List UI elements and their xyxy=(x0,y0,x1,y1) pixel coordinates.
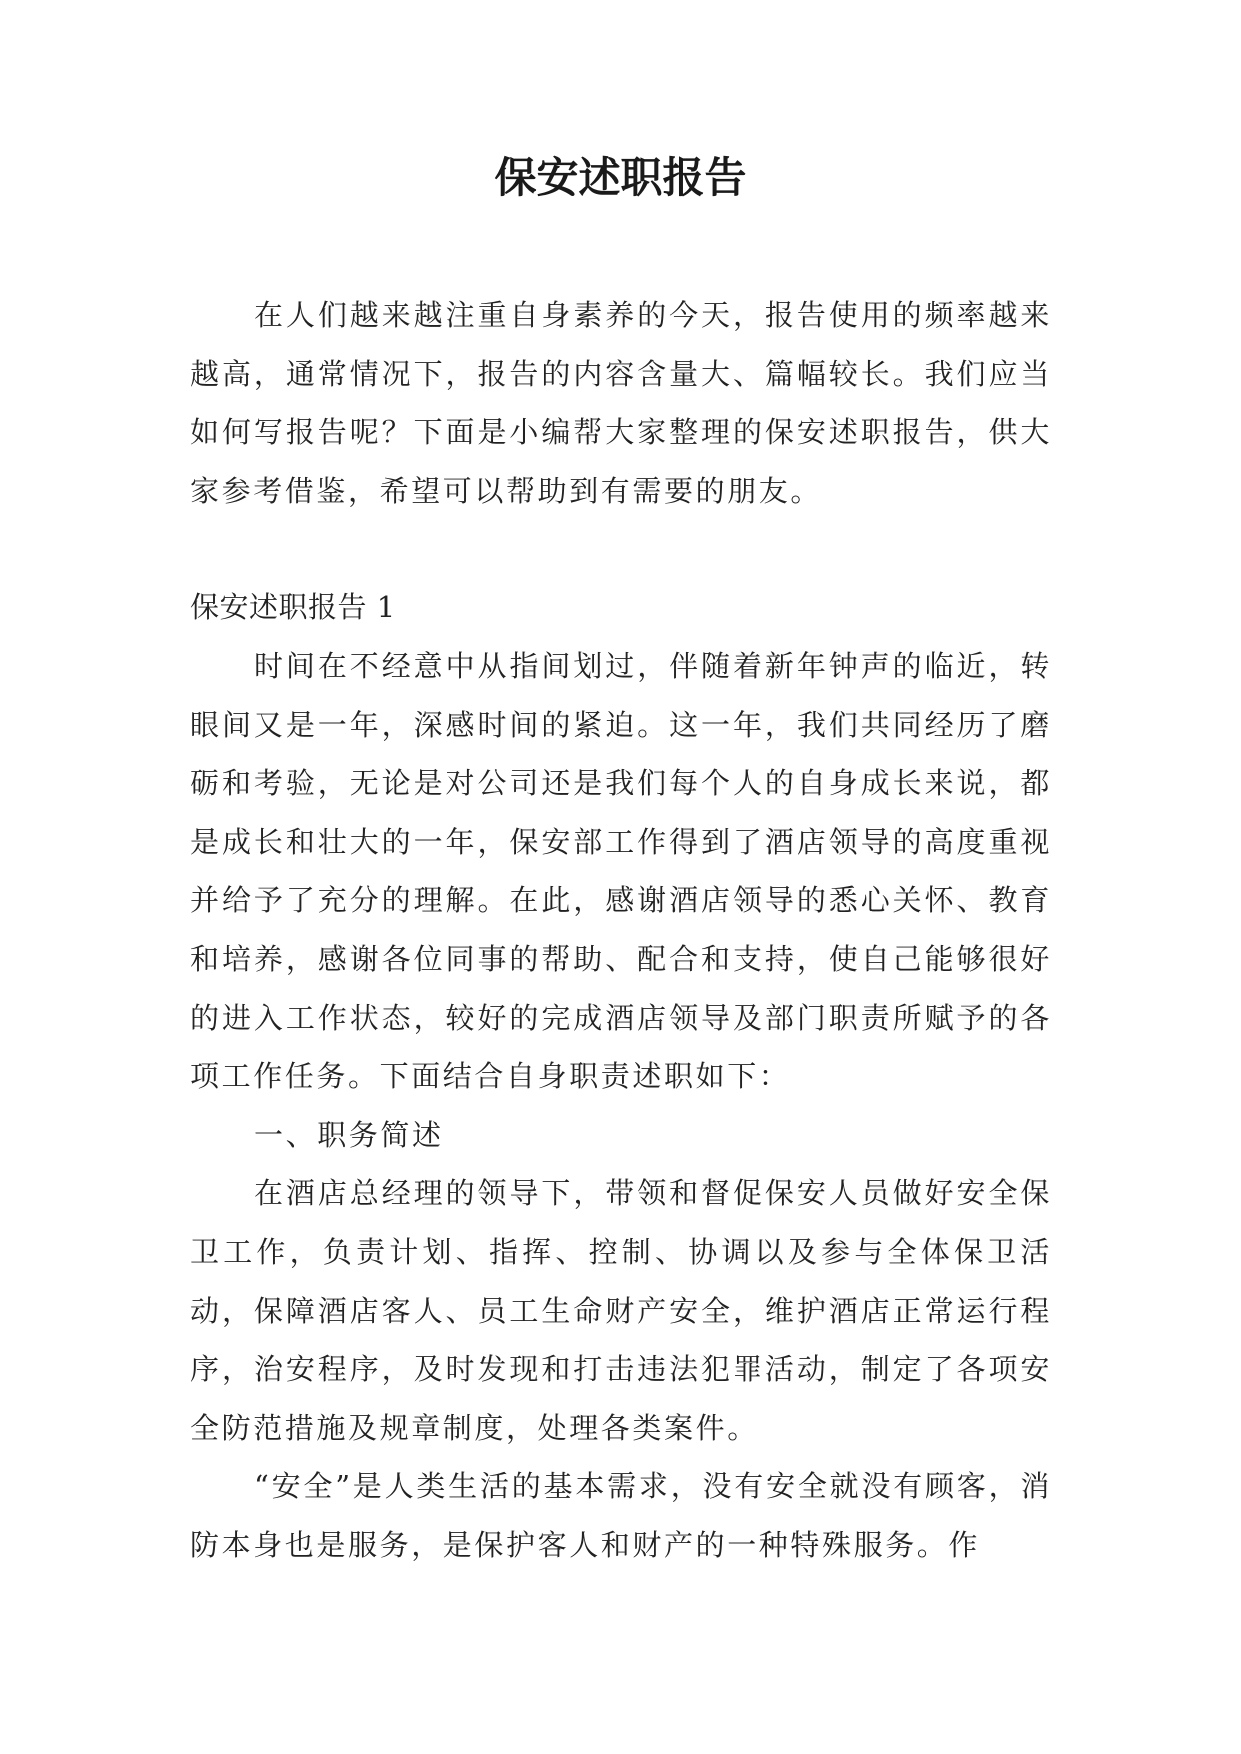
document-body xyxy=(190,286,1052,1574)
body-paragraph-2: 在酒店总经理的领导下，带领和督促保安人员做好安全保卫工作，负责计划、指挥、控制、协调以及参与全体保卫活动，保障酒店客人、员工生命财产安全，维护酒店正常运行程序，治安程序，及时发现和打击违法犯罪活动，制定了各项安全防范措施及规章制度，处理各类案件。 xyxy=(190,1176,1052,1445)
subsection-heading: 一、职务简述 xyxy=(254,1117,444,1152)
paragraph-gap xyxy=(190,520,1052,578)
body-paragraph-1: 时间在不经意中从指间划过，伴随着新年钟声的临近，转眼间又是一年，深感时间的紧迫。这一年，我们共同经历了磨砺和考验，无论是对公司还是我们每个人的自身成长来说，都是成长和壮大的一年，保安部工作得到了酒店领导的高度重视并给予了充分的理解。在此，感谢酒店领导的悉心关怀、教育和培养，感谢各位同事的帮助、配合和支持，使自己能够很好的进入工作状态，较好的完成酒店领导及部门职责所赋予的各项工作任务。下面结合自身职责述职如下： xyxy=(190,648,1052,1094)
body-paragraph-3: “安全”是人类生活的基本需求，没有安全就没有顾客，消防本身也是服务，是保护客人和财产的一种特殊服务。作 xyxy=(190,1469,1052,1562)
section-heading: 保安述职报告 1 xyxy=(190,590,396,625)
document-title: 保安述职报告 xyxy=(494,153,747,202)
intro-paragraph: 在人们越来越注重自身素养的今天，报告使用的频率越来越高，通常情况下，报告的内容含量大、篇幅较长。我们应当如何写报告呢？下面是小编帮大家整理的保安述职报告，供大家参考借鉴，希望可以帮助到有需要的朋友。 xyxy=(190,298,1052,508)
